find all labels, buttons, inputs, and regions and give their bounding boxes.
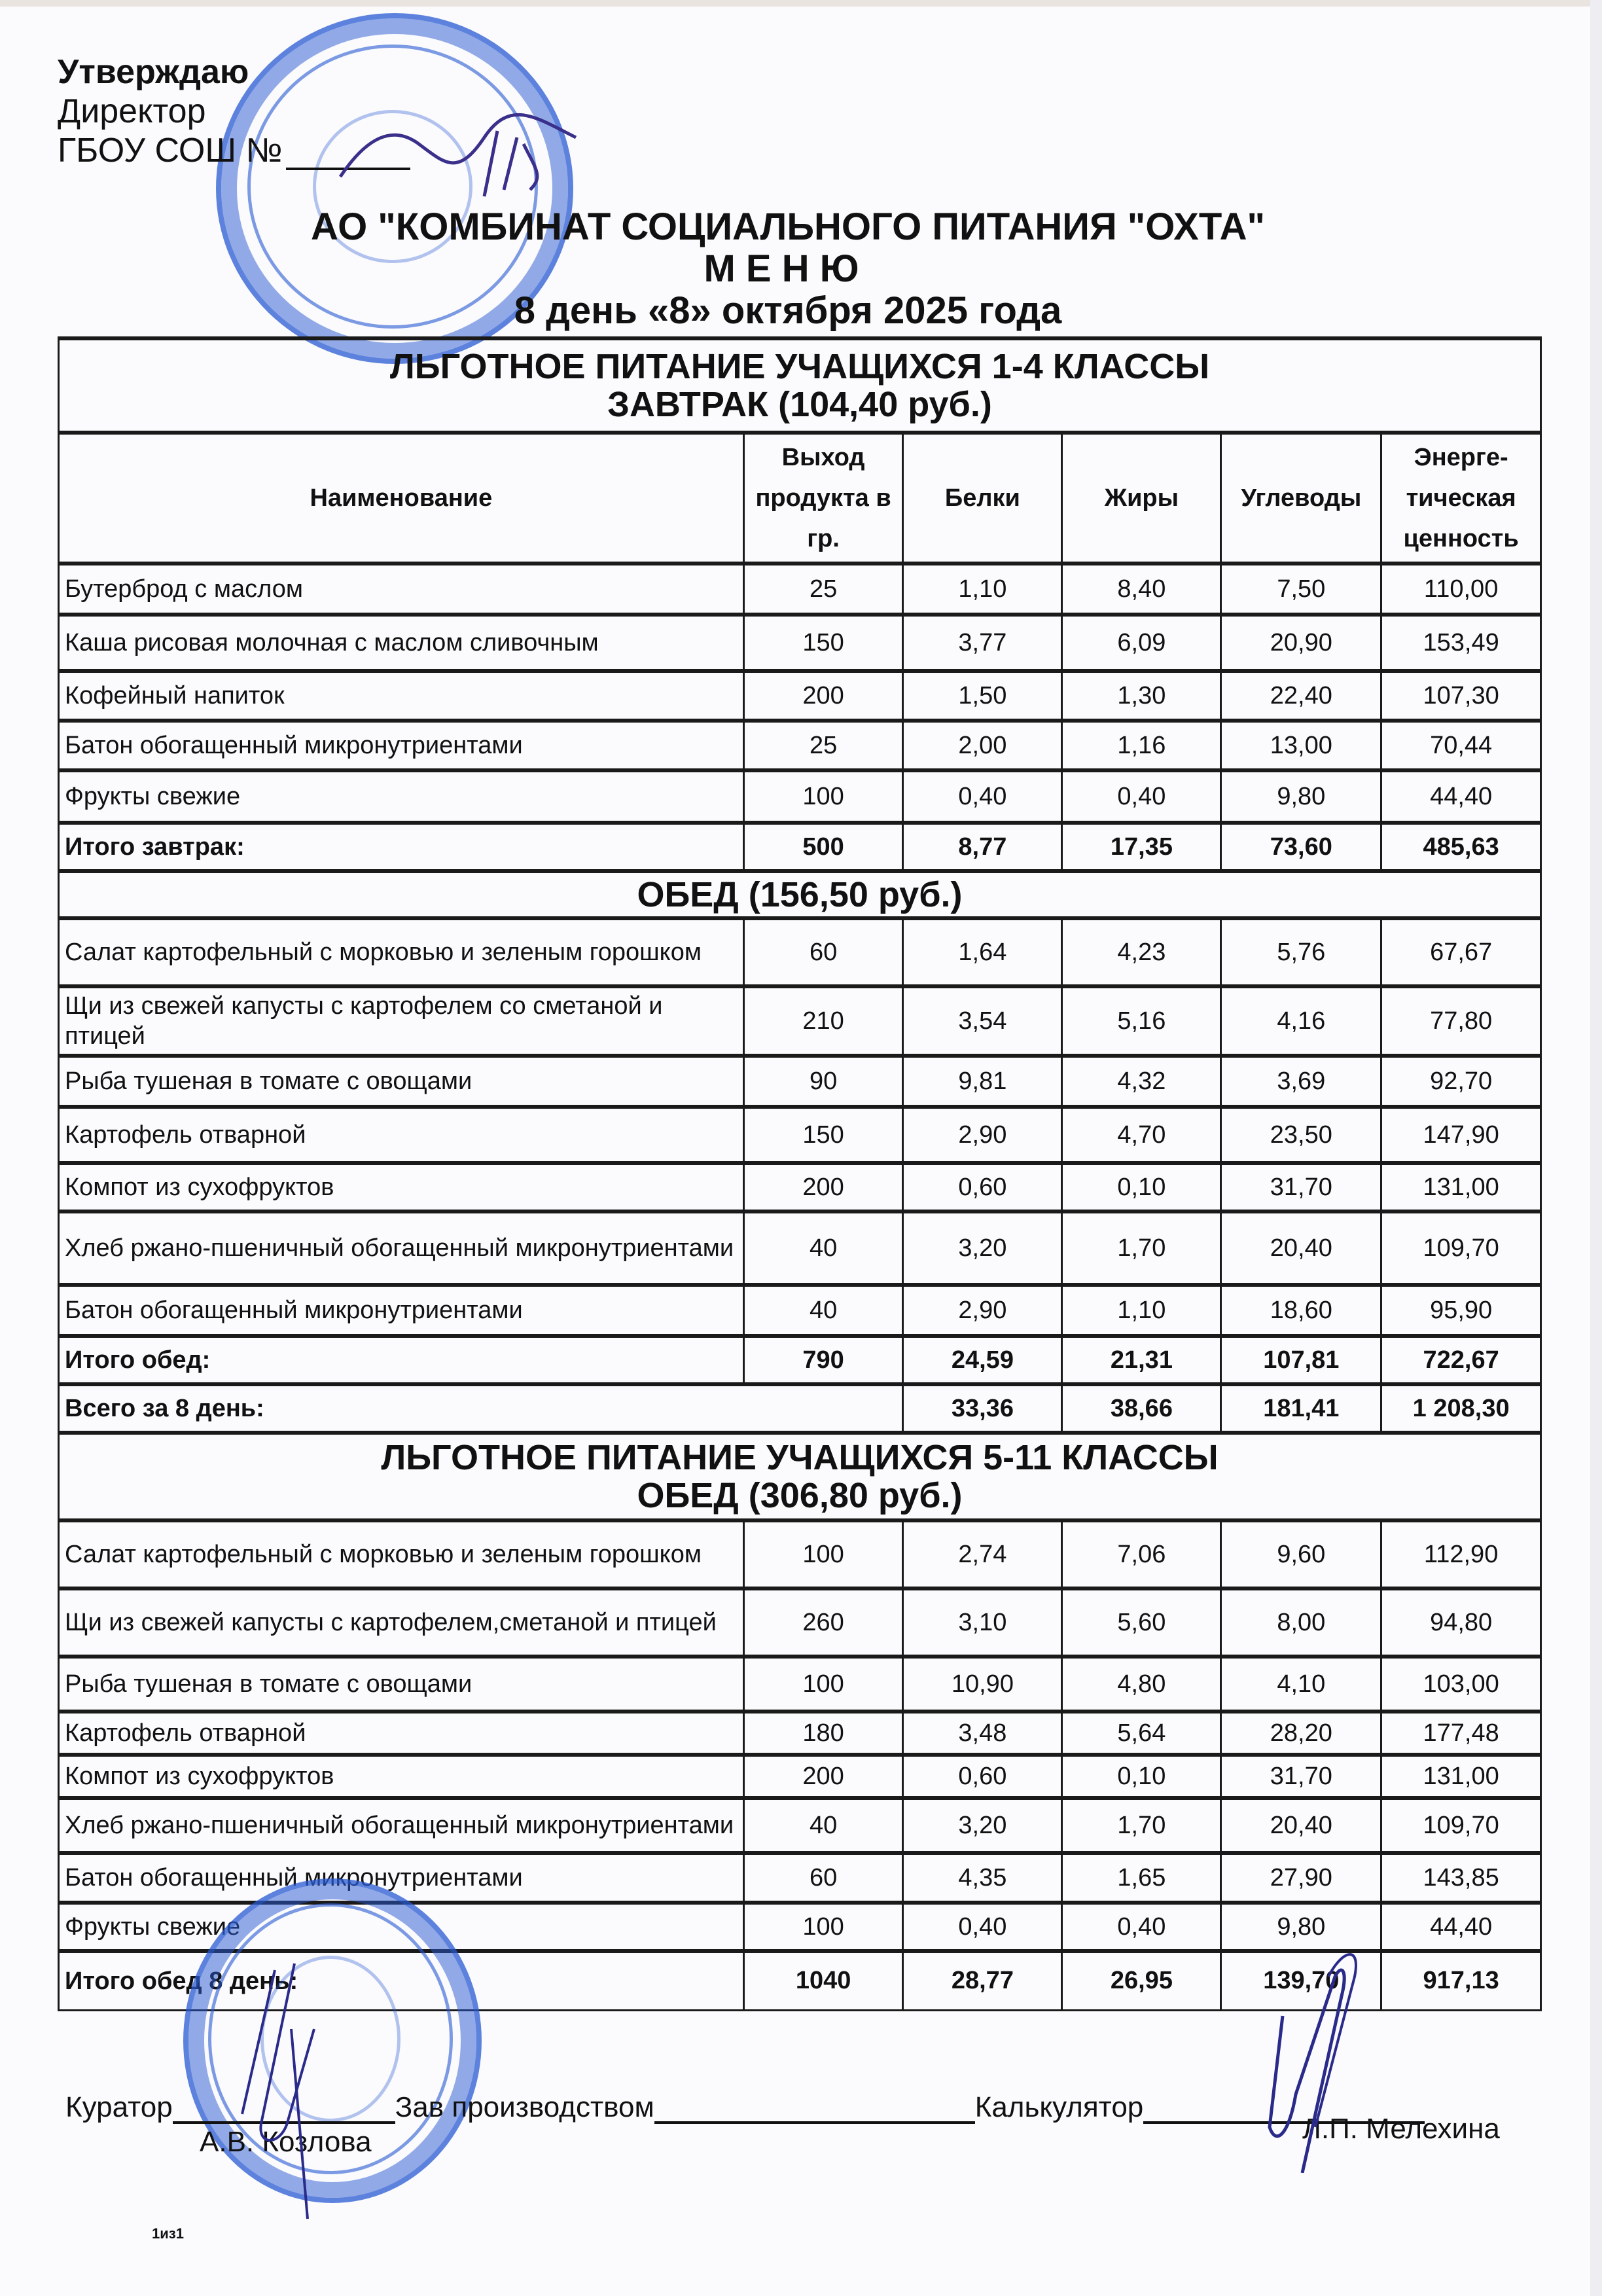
table-row bbox=[59, 721, 1541, 770]
table-cell: 109,70 bbox=[1381, 1211, 1541, 1285]
table-row bbox=[59, 1903, 1541, 1951]
table-cell: 8,40 bbox=[1062, 564, 1221, 615]
table-row bbox=[59, 918, 1541, 986]
table-cell: 100 bbox=[743, 1657, 903, 1712]
table-cell: 0,60 bbox=[903, 1755, 1062, 1798]
table-cell: 200 bbox=[743, 671, 903, 721]
table-row bbox=[59, 1163, 1541, 1211]
table-cell: 109,70 bbox=[1381, 1798, 1541, 1853]
table-cell: 3,69 bbox=[1221, 1056, 1381, 1107]
dish-name: Итого завтрак: bbox=[59, 823, 744, 871]
table-cell: 177,48 bbox=[1381, 1712, 1541, 1755]
table-row bbox=[59, 1056, 1541, 1107]
table-cell: 3,77 bbox=[903, 615, 1062, 671]
curator-label: Куратор bbox=[65, 2091, 173, 2123]
table-cell: 6,09 bbox=[1062, 615, 1221, 671]
dish-name: Щи из свежей капусты с картофелем со сметаной и птицей bbox=[59, 986, 744, 1056]
lunch-5-11-total-row bbox=[59, 1951, 1541, 2010]
table-cell: 131,00 bbox=[1381, 1163, 1541, 1211]
table-cell: 100 bbox=[743, 1903, 903, 1951]
col-yield: Выход продукта в гр. bbox=[743, 433, 903, 564]
table-row bbox=[59, 564, 1541, 615]
table-cell: 23,50 bbox=[1221, 1107, 1381, 1163]
table-cell: 4,70 bbox=[1062, 1107, 1221, 1163]
calculator-name: Л.П. Мелехина bbox=[1302, 2113, 1500, 2145]
table-cell: 485,63 bbox=[1381, 823, 1541, 871]
approval-block bbox=[58, 52, 410, 170]
table-cell: 8,77 bbox=[903, 823, 1062, 871]
table-cell: 4,10 bbox=[1221, 1657, 1381, 1712]
table-cell: 40 bbox=[743, 1798, 903, 1853]
dish-name: Компот из сухофруктов bbox=[59, 1755, 744, 1798]
table-cell: 5,64 bbox=[1062, 1712, 1221, 1755]
table-cell: 260 bbox=[743, 1588, 903, 1657]
dish-name: Кофейный напиток bbox=[59, 671, 744, 721]
table-cell: 18,60 bbox=[1221, 1285, 1381, 1336]
page-number: 1из1 bbox=[152, 2225, 184, 2242]
table-row bbox=[59, 671, 1541, 721]
table-row bbox=[59, 615, 1541, 671]
table-cell: 153,49 bbox=[1381, 615, 1541, 671]
table-cell: 94,80 bbox=[1381, 1588, 1541, 1657]
table-cell: 0,10 bbox=[1062, 1755, 1221, 1798]
table-cell: 20,40 bbox=[1221, 1211, 1381, 1285]
table-cell: 1,70 bbox=[1062, 1211, 1221, 1285]
dish-name: Салат картофельный с морковью и зеленым горошком bbox=[59, 918, 744, 986]
table-cell: 5,60 bbox=[1062, 1588, 1221, 1657]
scan-right-edge bbox=[1590, 0, 1602, 2296]
menu-title: М Е Н Ю bbox=[703, 247, 859, 290]
table-cell: 100 bbox=[743, 1520, 903, 1588]
table-cell: 0,10 bbox=[1062, 1163, 1221, 1211]
table-cell: 5,16 bbox=[1062, 986, 1221, 1056]
breakfast-total-row bbox=[59, 823, 1541, 871]
table-cell: 143,85 bbox=[1381, 1853, 1541, 1903]
table-cell: 150 bbox=[743, 1107, 903, 1163]
table-row bbox=[59, 1588, 1541, 1657]
col-protein: Белки bbox=[903, 433, 1062, 564]
table-cell: 28,77 bbox=[903, 1951, 1062, 2010]
approval-title: Утверждаю bbox=[58, 53, 249, 91]
table-cell: 20,40 bbox=[1221, 1798, 1381, 1853]
dish-name: Итого обед 8 день: bbox=[59, 1951, 744, 2010]
table-cell: 73,60 bbox=[1221, 823, 1381, 871]
table-cell: 3,20 bbox=[903, 1798, 1062, 1853]
table-cell: 31,70 bbox=[1221, 1755, 1381, 1798]
table-cell: 38,66 bbox=[1062, 1384, 1221, 1433]
table-cell: 13,00 bbox=[1221, 721, 1381, 770]
col-fat: Жиры bbox=[1062, 433, 1221, 564]
production-label: Зав производством bbox=[395, 2091, 654, 2123]
table-row bbox=[59, 1712, 1541, 1755]
table-cell: 9,80 bbox=[1221, 770, 1381, 823]
table-cell: 20,90 bbox=[1221, 615, 1381, 671]
table-row bbox=[59, 986, 1541, 1056]
table-cell: 33,36 bbox=[903, 1384, 1062, 1433]
breakfast-title: ЗАВТРАК (104,40 руб.) bbox=[607, 385, 992, 424]
table-cell: 181,41 bbox=[1221, 1384, 1381, 1433]
table-cell: 0,40 bbox=[1062, 1903, 1221, 1951]
dish-name: Салат картофельный с морковью и зеленым горошком bbox=[59, 1520, 744, 1588]
approval-position: Директор bbox=[58, 92, 206, 130]
table-cell: 8,00 bbox=[1221, 1588, 1381, 1657]
dish-name: Всего за 8 день: bbox=[59, 1384, 903, 1433]
table-cell: 27,90 bbox=[1221, 1853, 1381, 1903]
table-cell: 180 bbox=[743, 1712, 903, 1755]
table-cell: 9,60 bbox=[1221, 1520, 1381, 1588]
table-cell: 500 bbox=[743, 823, 903, 871]
table-cell: 3,10 bbox=[903, 1588, 1062, 1657]
table-row bbox=[59, 1285, 1541, 1336]
menu-date: 8 день «8» октября 2025 года bbox=[514, 289, 1062, 332]
dish-name: Компот из сухофруктов bbox=[59, 1163, 744, 1211]
dish-name: Каша рисовая молочная с маслом сливочным bbox=[59, 615, 744, 671]
dish-name: Щи из свежей капусты с картофелем,сметаной и птицей bbox=[59, 1588, 744, 1657]
curator-sign-line bbox=[173, 2098, 395, 2124]
table-cell: 110,00 bbox=[1381, 564, 1541, 615]
school-number-line bbox=[286, 141, 410, 170]
section-2-title: ЛЬГОТНОЕ ПИТАНИЕ УЧАЩИХСЯ 5-11 КЛАССЫ bbox=[381, 1438, 1219, 1477]
table-cell: 9,80 bbox=[1221, 1903, 1381, 1951]
table-cell: 131,00 bbox=[1381, 1755, 1541, 1798]
table-cell: 0,40 bbox=[903, 1903, 1062, 1951]
table-cell: 25 bbox=[743, 721, 903, 770]
signature-line bbox=[65, 2091, 1425, 2124]
approval-school: ГБОУ СОШ № bbox=[58, 131, 410, 170]
table-cell: 31,70 bbox=[1221, 1163, 1381, 1211]
menu-table bbox=[58, 336, 1542, 2011]
table-cell: 4,80 bbox=[1062, 1657, 1221, 1712]
table-cell: 1,64 bbox=[903, 918, 1062, 986]
table-cell: 10,90 bbox=[903, 1657, 1062, 1712]
table-cell: 60 bbox=[743, 1853, 903, 1903]
table-row bbox=[59, 770, 1541, 823]
col-carbs: Углеводы bbox=[1221, 433, 1381, 564]
table-cell: 722,67 bbox=[1381, 1336, 1541, 1384]
dish-name: Хлеб ржано-пшеничный обогащенный микронутриентами bbox=[59, 1211, 744, 1285]
table-cell: 200 bbox=[743, 1755, 903, 1798]
table-cell: 4,23 bbox=[1062, 918, 1221, 986]
table-cell: 92,70 bbox=[1381, 1056, 1541, 1107]
table-cell: 2,90 bbox=[903, 1107, 1062, 1163]
dish-name: Рыба тушеная в томате с овощами bbox=[59, 1657, 744, 1712]
table-cell: 28,20 bbox=[1221, 1712, 1381, 1755]
table-cell: 3,54 bbox=[903, 986, 1062, 1056]
dish-name: Батон обогащенный микронутриентами bbox=[59, 1853, 744, 1903]
section-1-header bbox=[59, 338, 1541, 433]
table-cell: 25 bbox=[743, 564, 903, 615]
dish-name: Итого обед: bbox=[59, 1336, 744, 1384]
table-cell: 147,90 bbox=[1381, 1107, 1541, 1163]
col-name: Наименование bbox=[59, 433, 744, 564]
table-cell: 17,35 bbox=[1062, 823, 1221, 871]
table-cell: 1,50 bbox=[903, 671, 1062, 721]
column-header-row bbox=[59, 433, 1541, 564]
table-cell: 26,95 bbox=[1062, 1951, 1221, 2010]
table-row bbox=[59, 1657, 1541, 1712]
table-cell: 40 bbox=[743, 1211, 903, 1285]
table-row bbox=[59, 1211, 1541, 1285]
table-row bbox=[59, 1520, 1541, 1588]
dish-name: Бутерброд с маслом bbox=[59, 564, 744, 615]
table-cell: 2,74 bbox=[903, 1520, 1062, 1588]
dish-name: Картофель отварной bbox=[59, 1107, 744, 1163]
table-cell: 1,30 bbox=[1062, 671, 1221, 721]
table-cell: 210 bbox=[743, 986, 903, 1056]
production-sign-line bbox=[654, 2098, 975, 2124]
table-row bbox=[59, 1107, 1541, 1163]
table-cell: 1040 bbox=[743, 1951, 903, 2010]
table-row bbox=[59, 1853, 1541, 1903]
table-cell: 1,65 bbox=[1062, 1853, 1221, 1903]
table-cell: 95,90 bbox=[1381, 1285, 1541, 1336]
col-energy: Энерге- тическая ценность bbox=[1381, 433, 1541, 564]
curator-name: А.В. Козлова bbox=[200, 2126, 372, 2158]
table-cell: 4,32 bbox=[1062, 1056, 1221, 1107]
table-cell: 112,90 bbox=[1381, 1520, 1541, 1588]
table-cell: 0,40 bbox=[903, 770, 1062, 823]
table-cell: 0,40 bbox=[1062, 770, 1221, 823]
table-cell: 1 208,30 bbox=[1381, 1384, 1541, 1433]
scan-top-edge bbox=[0, 0, 1602, 7]
dish-name: Хлеб ржано-пшеничный обогащенный микронутриентами bbox=[59, 1798, 744, 1853]
table-cell: 4,16 bbox=[1221, 986, 1381, 1056]
table-cell: 107,30 bbox=[1381, 671, 1541, 721]
table-cell: 107,81 bbox=[1221, 1336, 1381, 1384]
table-cell: 5,76 bbox=[1221, 918, 1381, 986]
dish-name: Фрукты свежие bbox=[59, 1903, 744, 1951]
table-cell: 790 bbox=[743, 1336, 903, 1384]
org-title: АО "КОМБИНАТ СОЦИАЛЬНОГО ПИТАНИЯ "ОХТА" bbox=[310, 206, 1266, 248]
calculator-label: Калькулятор bbox=[974, 2091, 1144, 2123]
lunch-1-4-total-row bbox=[59, 1336, 1541, 1384]
table-cell: 1,16 bbox=[1062, 721, 1221, 770]
lunch-5-11-title: ОБЕД (306,80 руб.) bbox=[637, 1476, 963, 1515]
table-cell: 7,06 bbox=[1062, 1520, 1221, 1588]
table-cell: 70,44 bbox=[1381, 721, 1541, 770]
table-cell: 0,60 bbox=[903, 1163, 1062, 1211]
table-cell: 44,40 bbox=[1381, 770, 1541, 823]
table-cell: 21,31 bbox=[1062, 1336, 1221, 1384]
table-cell: 3,20 bbox=[903, 1211, 1062, 1285]
table-cell: 3,48 bbox=[903, 1712, 1062, 1755]
table-cell: 103,00 bbox=[1381, 1657, 1541, 1712]
dish-name: Фрукты свежие bbox=[59, 770, 744, 823]
table-cell: 150 bbox=[743, 615, 903, 671]
lunch-1-4-title: ОБЕД (156,50 руб.) bbox=[59, 871, 1541, 918]
dish-name: Картофель отварной bbox=[59, 1712, 744, 1755]
table-cell: 1,10 bbox=[1062, 1285, 1221, 1336]
table-cell: 24,59 bbox=[903, 1336, 1062, 1384]
table-row bbox=[59, 1755, 1541, 1798]
table-cell: 200 bbox=[743, 1163, 903, 1211]
table-cell: 139,70 bbox=[1221, 1951, 1381, 2010]
table-cell: 90 bbox=[743, 1056, 903, 1107]
dish-name: Батон обогащенный микронутриентами bbox=[59, 721, 744, 770]
table-cell: 917,13 bbox=[1381, 1951, 1541, 2010]
section-1-title: ЛЬГОТНОЕ ПИТАНИЕ УЧАЩИХСЯ 1-4 КЛАССЫ bbox=[389, 347, 1210, 386]
dish-name: Батон обогащенный микронутриентами bbox=[59, 1285, 744, 1336]
table-cell: 1,70 bbox=[1062, 1798, 1221, 1853]
table-cell: 100 bbox=[743, 770, 903, 823]
table-cell: 9,81 bbox=[903, 1056, 1062, 1107]
table-cell: 22,40 bbox=[1221, 671, 1381, 721]
table-cell: 2,90 bbox=[903, 1285, 1062, 1336]
table-cell: 2,00 bbox=[903, 721, 1062, 770]
table-cell: 77,80 bbox=[1381, 986, 1541, 1056]
table-cell: 4,35 bbox=[903, 1853, 1062, 1903]
table-cell: 44,40 bbox=[1381, 1903, 1541, 1951]
dish-name: Рыба тушеная в томате с овощами bbox=[59, 1056, 744, 1107]
table-cell: 1,10 bbox=[903, 564, 1062, 615]
section-2-header bbox=[59, 1433, 1541, 1520]
table-cell: 40 bbox=[743, 1285, 903, 1336]
table-cell: 60 bbox=[743, 918, 903, 986]
table-row bbox=[59, 1798, 1541, 1853]
day-total-row bbox=[59, 1384, 1541, 1433]
table-cell: 7,50 bbox=[1221, 564, 1381, 615]
table-cell: 67,67 bbox=[1381, 918, 1541, 986]
